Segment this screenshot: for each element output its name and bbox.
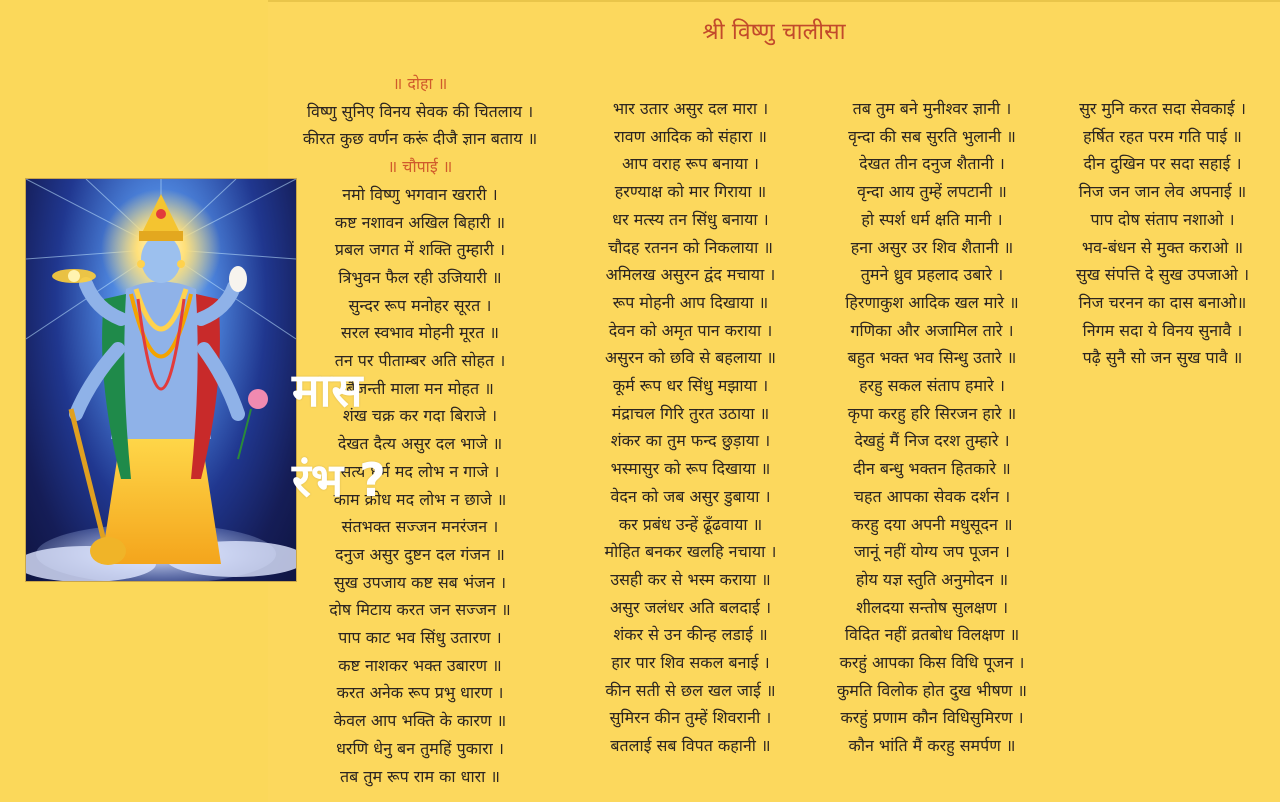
verse-line: असुरन को छवि से बहलाया ॥ xyxy=(604,348,777,368)
verse-line: पढ़ै सुनै सो जन सुख पावै ॥ xyxy=(1082,348,1243,368)
verse-line: शंख चक्र कर गदा बिराजे । xyxy=(342,406,498,426)
verse-line: हर्षित रहत परम गति पाई ॥ xyxy=(1083,126,1242,146)
verse-line: वृन्दा आय तुम्हें लपटानी ॥ xyxy=(857,182,1007,202)
verse-line: जानूं नहीं योग्य जप पूजन । xyxy=(854,542,1010,562)
page-title: श्री विष्णु चालीसा xyxy=(702,19,846,45)
verse-line: कष्ट नशावन अखिल बिहारी ॥ xyxy=(334,212,506,232)
verse-line: आप वराह रूप बनाया । xyxy=(621,154,760,174)
verse-line: देखत तीन दनुज शैतानी । xyxy=(859,154,1005,174)
verse-line: त्रिभुवन फैल रही उजियारी ॥ xyxy=(338,267,502,287)
verse-line: भस्मासुर को रूप दिखाया ॥ xyxy=(610,459,771,479)
vishnu-illustration xyxy=(26,179,296,581)
verse-line: तन पर पीताम्बर अति सोहत । xyxy=(334,351,506,371)
verse-line: कर प्रबंध उन्हें ढूँढवाया ॥ xyxy=(618,514,763,534)
verse-line: हो स्पर्श धर्म क्षति मानी । xyxy=(861,209,1003,229)
verse-line: नमो विष्णु भगवान खरारी । xyxy=(342,184,498,204)
verse-line: पाप दोष संताप नशाओ । xyxy=(1090,209,1235,229)
verse-line: हरण्याक्ष को मार गिराया ॥ xyxy=(614,182,767,202)
verse-line: गणिका और अजामिल तारे । xyxy=(850,320,1014,340)
verse-line: कृपा करहु हरि सिरजन हारे ॥ xyxy=(847,403,1017,423)
verse-line: निज जन जान लेव अपनाई ॥ xyxy=(1078,182,1247,202)
verse-line: पाप काट भव सिंधु उतारण । xyxy=(338,628,502,648)
verse-line: बहुत भक्त भव सिन्धु उतारे ॥ xyxy=(847,348,1017,368)
verse-line: रावण आदिक को संहारा ॥ xyxy=(614,126,767,146)
verse-line: धर मत्स्य तन सिंधु बनाया । xyxy=(612,209,769,229)
verse-line: देवन को अमृत पान कराया । xyxy=(608,320,773,340)
verse-line: हना असुर उर शिव शैतानी ॥ xyxy=(850,237,1014,257)
verse-line: करत अनेक रूप प्रभु धारण । xyxy=(336,683,504,703)
doha-line: कीरत कुछ वर्णन करूं दीजै ज्ञान बताय ॥ xyxy=(302,129,538,149)
chalisa-column-1 xyxy=(275,70,565,790)
verse-line: दीन दुखिन पर सदा सहाई । xyxy=(1083,154,1242,174)
verse-line: कुमति विलोक होत दुख भीषण ॥ xyxy=(836,680,1027,700)
verse-line: सुख उपजाय कष्ट सब भंजन । xyxy=(333,572,507,592)
verse-line: चौदह रतनन को निकलाया ॥ xyxy=(608,237,773,257)
chalisa-column-4 xyxy=(1055,95,1270,372)
chalisa-column-3 xyxy=(812,95,1052,760)
verse-line: करहुं प्रणाम कौन विधिसुमिरण । xyxy=(840,708,1024,728)
verse-line: कूर्म रूप धर सिंधु मझाया । xyxy=(612,376,769,396)
verse-line: मंद्राचल गिरि तुरत उठाया ॥ xyxy=(611,403,770,423)
verse-line: सत्य धर्म मद लोभ न गाजे । xyxy=(340,461,500,481)
verse-line: वेदन को जब असुर डुबाया । xyxy=(610,486,771,506)
verse-line: काम क्रोध मद लोभ न छाजे ॥ xyxy=(333,489,507,509)
verse-line: दीन बन्धु भक्तन हितकारे ॥ xyxy=(853,459,1011,479)
verse-line: निगम सदा ये विनय सुनावै । xyxy=(1082,320,1243,340)
verse-line: सुर मुनि करत सदा सेवकाई । xyxy=(1079,99,1246,118)
verse-line: सुमिरन कीन तुम्हें शिवरानी । xyxy=(609,708,772,728)
doha-line: विष्णु सुनिए विनय सेवक की चितलाय । xyxy=(306,101,534,121)
verse-line: शंकर से उन कीन्ह लडाई ॥ xyxy=(613,625,768,645)
verse-line: हरहु सकल संताप हमारे । xyxy=(859,376,1005,396)
verse-line: संतभक्त सज्जन मनरंजन । xyxy=(341,517,499,537)
verse-line: हिरणाकुश आदिक खल मारे ॥ xyxy=(845,292,1019,312)
verse-line: भव-बंधन से मुक्त कराओ ॥ xyxy=(1081,237,1244,257)
verse-line: उसही कर से भस्म कराया ॥ xyxy=(610,569,771,589)
verse-line: देखत दैत्य असुर दल भाजे ॥ xyxy=(337,434,503,454)
verse-line: कीन सती से छल खल जाई ॥ xyxy=(605,680,776,700)
verse-line: दनुज असुर दुष्टन दल गंजन ॥ xyxy=(335,544,505,564)
verse-line: देखहुं मैं निज दरश तुम्हारे । xyxy=(854,431,1010,451)
verse-line: मोहित बनकर खलहि नचाया । xyxy=(604,542,777,562)
overlay-caption-line-2: रंभ ? xyxy=(292,453,386,507)
verse-line: सरल स्वभाव मोहनी मूरत ॥ xyxy=(340,323,499,343)
verse-line: तब तुम बने मुनीश्वर ज्ञानी । xyxy=(852,99,1012,118)
verse-line: वृन्दा की सब सुरति भुलानी ॥ xyxy=(848,126,1016,146)
verse-line: शंकर का तुम फन्द छुड़ाया । xyxy=(610,431,771,451)
verse-line: करहु दया अपनी मधुसूदन ॥ xyxy=(851,514,1013,534)
verse-line: होय यज्ञ स्तुति अनुमोदन ॥ xyxy=(855,569,1009,589)
verse-line: केवल आप भक्ति के कारण ॥ xyxy=(333,711,507,731)
verse-line: बैजन्ती माला मन मोहत ॥ xyxy=(346,378,494,398)
verse-line: सुख संपत्ति दे सुख उपजाओ । xyxy=(1075,265,1250,285)
verse-line: भार उतार असुर दल मारा । xyxy=(612,99,769,118)
chalisa-column-2 xyxy=(578,95,803,760)
verse-line: रूप मोहनी आप दिखाया ॥ xyxy=(612,292,769,312)
chaupai-heading: ॥ चौपाई ॥ xyxy=(387,157,453,177)
verse-line: प्रबल जगत में शक्ति तुम्हारी । xyxy=(334,240,506,260)
verse-line: तुमने ध्रुव प्रहलाद उबारे । xyxy=(860,265,1004,285)
verse-line: करहुं आपका किस विधि पूजन । xyxy=(839,653,1025,673)
lord-vishnu-image xyxy=(25,178,297,582)
verse-line: असुर जलंधर अति बलदाई । xyxy=(609,597,772,617)
verse-line: अमिलख असुरन द्वंद मचाया । xyxy=(605,265,776,285)
doha-heading: ॥ दोहा ॥ xyxy=(392,74,448,93)
verse-line: हार पार शिव सकल बनाई । xyxy=(611,653,770,673)
verse-line: तब तुम रूप राम का धारा ॥ xyxy=(340,766,500,786)
verse-line: बतलाई सब विपत कहानी ॥ xyxy=(610,736,771,756)
overlay-caption-line-1: मास xyxy=(292,363,363,417)
verse-line: सुन्दर रूप मनोहर सूरत । xyxy=(348,295,492,315)
verse-line: कौन भांति मैं करहु समर्पण ॥ xyxy=(848,736,1016,756)
verse-line: कष्ट नाशकर भक्त उबारण ॥ xyxy=(338,655,502,675)
verse-line: निज चरनन का दास बनाओ॥ xyxy=(1078,292,1247,312)
verse-line: दोष मिटाय करत जन सज्जन ॥ xyxy=(329,600,511,620)
verse-line: विदित नहीं व्रतबोध विलक्षण ॥ xyxy=(844,625,1020,645)
verse-line: चहत आपका सेवक दर्शन । xyxy=(853,486,1011,506)
verse-line: शीलदया सन्तोष सुलक्षण । xyxy=(855,597,1009,617)
verse-line: धरणि धेनु बन तुमहिं पुकारा । xyxy=(336,738,504,758)
